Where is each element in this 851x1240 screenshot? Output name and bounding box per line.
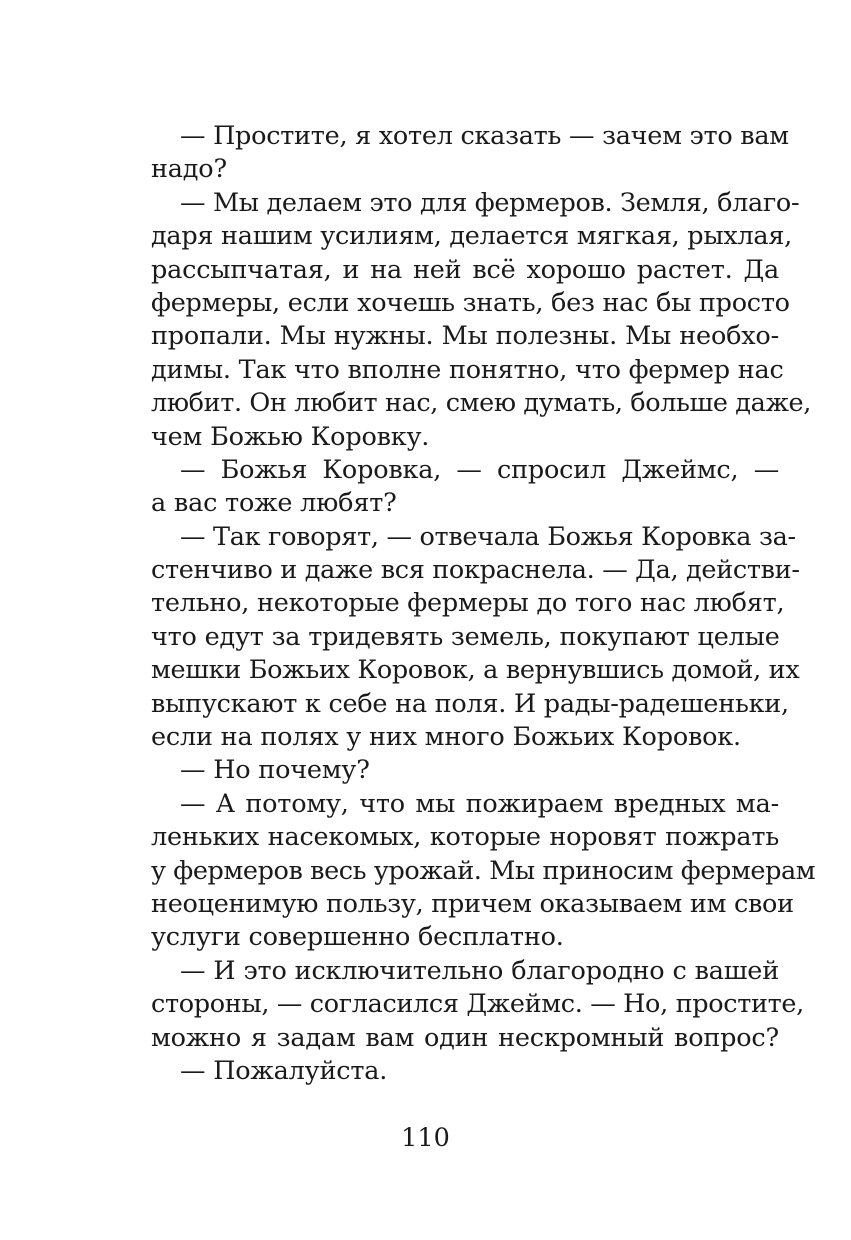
text-line: надо?: [151, 154, 227, 185]
text-line: мешки Божьих Коровок, а вернувшись домой, их: [151, 655, 800, 686]
text-line: стороны, — согласился Джеймс. — Но, простите,: [151, 989, 804, 1020]
text-line: — Мы делаем это для фермеров. Земля, благо-: [180, 187, 800, 218]
text-line: у фермеров весь урожай. Мы приносим фермерам: [151, 855, 816, 886]
text-line: тельно, некоторые фермеры до того нас любят,: [151, 588, 785, 619]
text-line: можно я задам вам один нескромный вопрос?: [151, 1022, 779, 1053]
text-line: неоценимую пользу, причем оказываем им свои: [151, 888, 794, 919]
text-line: любит. Он любит нас, смею думать, больше даже,: [151, 388, 811, 419]
text-line: что едут за тридевять земель, покупают целые: [151, 621, 780, 652]
text-line: — А потому, что мы пожираем вредных ма-: [180, 788, 779, 819]
text-line: выпускают к себе на поля. И рады-радешеньки,: [151, 688, 789, 719]
text-line: — Простите, я хотел сказать — зачем это вам: [180, 121, 789, 151]
text-line: — И это исключительно благородно с вашей: [180, 955, 779, 986]
text-line: леньких насекомых, которые норовят пожрать: [151, 822, 779, 853]
text-line: рассыпчатая, и на ней всё хорошо растет. Да: [151, 254, 779, 285]
text-line: димы. Так что вполне понятно, что фермер нас: [151, 354, 784, 385]
page-number: 110: [401, 1123, 450, 1153]
text-line: услуги совершенно бесплатно.: [151, 922, 564, 953]
text-line: — Пожалуйста.: [180, 1055, 388, 1086]
text-line: — Божья Коровка, — спросил Джеймс, —: [180, 454, 779, 485]
text-line: чем Божью Коровку.: [151, 421, 430, 452]
text-line: а вас тоже любят?: [151, 488, 397, 519]
text-line: — Но почему?: [180, 755, 370, 786]
text-line: пропали. Мы нужны. Мы полезны. Мы необхо-: [151, 321, 779, 352]
body-text: [151, 120, 816, 1088]
text-line: если на полях у них много Божьих Коровок.: [151, 722, 741, 753]
text-line: фермеры, если хочешь знать, без нас бы просто: [151, 287, 790, 318]
text-line: стенчиво и даже вся покраснела. — Да, действи-: [151, 555, 800, 586]
text-line: — Так говорят, — отвечала Божья Коровка за-: [180, 521, 796, 552]
text-line: даря нашим усилиям, делается мягкая, рыхлая,: [151, 221, 792, 252]
